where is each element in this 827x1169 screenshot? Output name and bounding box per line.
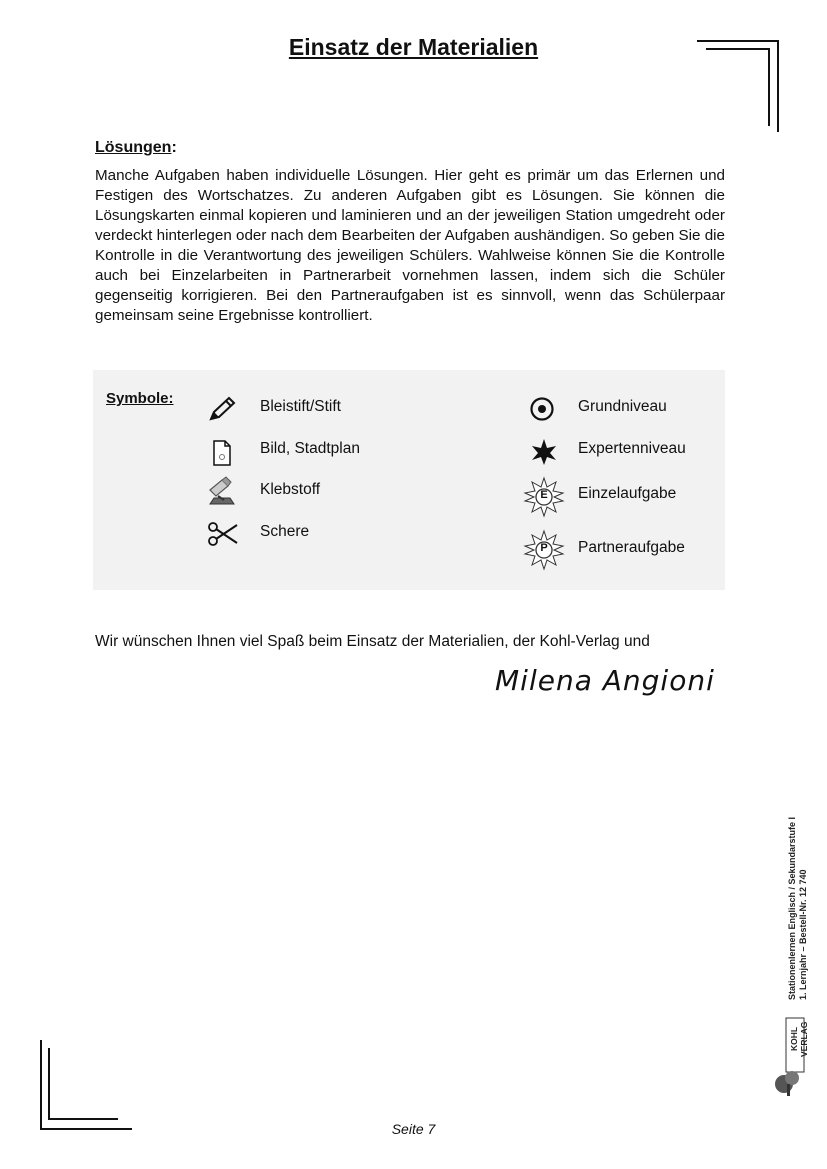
- symbol-label-document: Bild, Stadtplan: [260, 440, 360, 457]
- solutions-heading-colon: :: [171, 139, 177, 156]
- symbol-label-scissors: Schere: [260, 523, 310, 540]
- symbol-label-basic-level: Grundniveau: [578, 398, 667, 415]
- pencil-icon: [205, 392, 239, 426]
- document-icon: [205, 436, 239, 470]
- signature: Milena Angioni: [495, 664, 715, 697]
- side-info-line-1: Stationenlernen Englisch / Sekundarstufe I: [787, 816, 797, 1000]
- glue-icon: [204, 475, 238, 509]
- side-info: [787, 800, 817, 1000]
- target-circle-icon: [525, 392, 559, 426]
- side-info-line-2: 1. Lernjahr – Bestell-Nr. 12 740: [798, 869, 808, 1000]
- symbol-label-pencil: Bleistift/Stift: [260, 398, 341, 415]
- publisher-logo-text: KOHL VERLAG: [789, 1021, 809, 1057]
- page-title: Einsatz der Materialien: [288, 34, 539, 60]
- star-icon: [527, 435, 561, 469]
- symbol-label-individual-task: Einzelaufgabe: [578, 485, 677, 502]
- sun-p-badge: P: [540, 542, 548, 554]
- symbol-label-glue: Klebstoff: [260, 481, 321, 498]
- corner-decoration-bottom-left-inner: [48, 1048, 118, 1120]
- symbol-label-partner-task: Partneraufgabe: [578, 539, 685, 556]
- scissors-icon: [206, 517, 240, 551]
- symbols-label: Symbole:: [106, 390, 174, 407]
- sun-e-badge: E: [540, 489, 548, 501]
- solutions-heading: [95, 139, 177, 157]
- symbol-label-expert-level: Expertenniveau: [578, 440, 686, 457]
- page-number: Seite 7: [391, 1121, 436, 1137]
- closing-line: Wir wünschen Ihnen viel Spaß beim Einsatz der Materialien, der Kohl-Verlag und: [95, 633, 650, 650]
- solutions-heading-text: Lösungen: [95, 139, 172, 156]
- solutions-paragraph: Manche Aufgaben haben individuelle Lösungen. Hier geht es primär um das Erlernen und Festigen des Wortschatzes. Zu anderen Aufgaben gibt es Lösungen. Sie können die Lösungskarten einmal kopieren und laminieren und an der jeweiligen Station umgedreht oder verdeckt hinterlegen oder nach dem Bearbeiten der Aufgaben aushändigen. So geben Sie die Kontrolle in die Verantwortung des jeweiligen Schülers. Wahlweise können Sie die Kontrolle auch bei Einzelarbeiten in Partnerarbeit vornehmen lassen, indem sich die Schüler gegenseitig korrigieren. Bei den Partneraufgaben ist es sinnvoll, wenn das Schülerpaar gemeinsam seine Ergebnisse kontrolliert.: [95, 167, 725, 324]
